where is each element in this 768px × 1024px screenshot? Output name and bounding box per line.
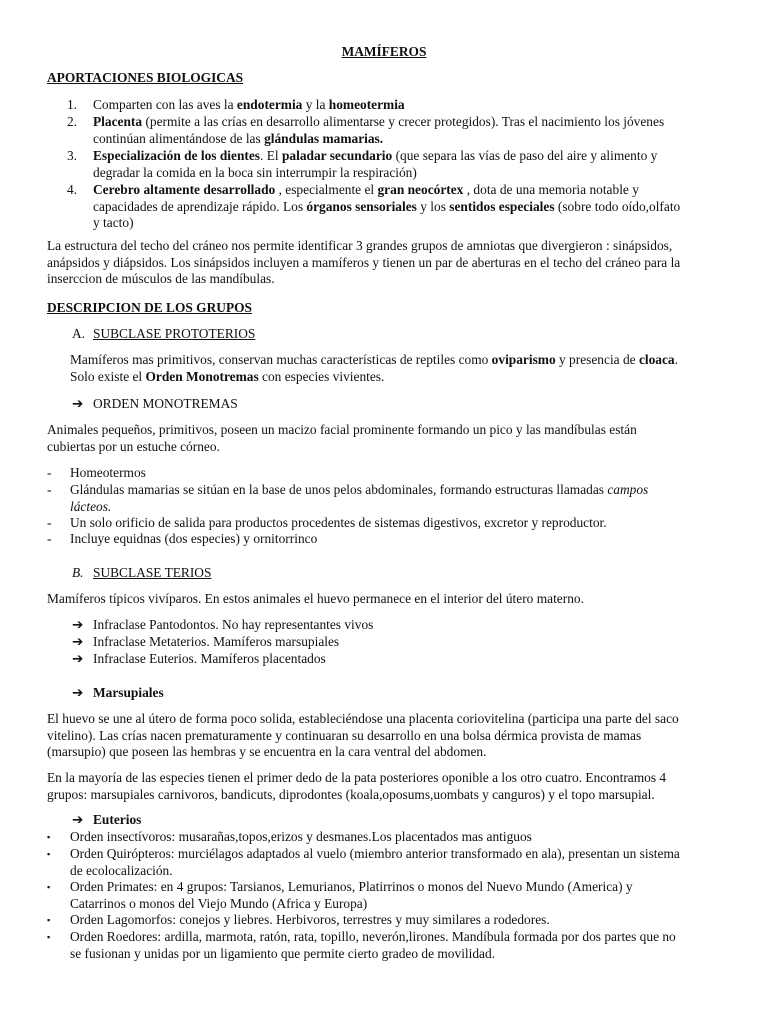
section-heading-aportaciones: APORTACIONES BIOLOGICAS: [47, 70, 244, 85]
text-line: Animales pequeños, primitivos, poseen un macizo facial prominente formando un pico y las mandíbulas están: [47, 422, 637, 437]
item-text: Comparten con las aves la endotermia y la homeotermia: [93, 97, 405, 112]
bullet-icon: ▪: [47, 832, 51, 842]
list-item: Orden Lagomorfos: conejos y liebres. Herbivoros, terrestres y muy similares a rodedores.: [70, 912, 550, 927]
item-text: Placenta (permite a las crías en desarrollo alimentarse y crecer protegidos). Tras el nacimiento los jóvenes continúan alimentándose de las glándulas mamarias.: [93, 114, 665, 146]
monotremas-list: [0, 465, 768, 550]
paragraph-monotremas: [47, 422, 727, 455]
item-number: 1.: [66, 97, 77, 112]
arrow-icon: ➔: [72, 396, 84, 411]
arrow-icon: ➔: [72, 812, 84, 827]
subclase-b-letter: B.: [72, 565, 84, 580]
text-line: grupos: marsupiales carnivoros, bandicuts, diprodontes (koala,oposums,uombats y canguros) y el topo marsupial.: [47, 786, 655, 802]
text-line: vitelino). Las crías nacen prematuramente y continuaran su desarrollo en una bolsa dérmica provista de mamas: [47, 727, 642, 743]
text-line: Mamíferos mas primitivos, conservan muchas características de reptiles como oviparismo y presencia de cloaca.: [70, 352, 678, 367]
ordenes-list: [0, 829, 768, 969]
text-line: cubiertas por un estuche córneo.: [47, 438, 220, 454]
list-item: Incluye equidnas (dos especies) y ornitorrinco: [70, 531, 318, 546]
orden-monotremas-label: ORDEN MONOTREMAS: [93, 396, 238, 411]
bullet-icon: ▪: [47, 932, 51, 942]
list-item: Orden Primates: en 4 grupos: Tarsianos, Lemurianos, Platirrinos o monos del Nuevo Mundo (America) y Catarrinos o monos del Viejo Mundo (Africa y Europa): [70, 879, 633, 911]
bullet-icon: ▪: [47, 915, 51, 925]
paragraph-marsupiales-2: [47, 770, 727, 803]
section-heading-descripcion: DESCRIPCION DE LOS GRUPOS: [47, 300, 252, 315]
arrow-icon: ➔: [72, 617, 84, 632]
list-item: Orden insectívoros: musarañas,topos,erizos y desmanes.Los placentados mas antiguos: [70, 829, 532, 844]
dash-marker: -: [47, 465, 52, 480]
list-item: Glándulas mamarias se sitúan en la base de unos pelos abdominales, formando estructuras llamadas campos lácteos.: [70, 482, 649, 514]
dash-marker: -: [47, 531, 52, 546]
text-line: anápsidos y diápsidos. Los sinápsidos incluyen a mamíferos y tienen un par de aberturas en el techo del cráneo para la: [47, 254, 681, 270]
page-title: MAMÍFEROS: [341, 44, 427, 59]
subclase-a-letter: A.: [72, 326, 86, 341]
subclase-b-title: SUBCLASE TERIOS: [93, 565, 212, 580]
paragraph-marsupiales-1: [47, 711, 727, 761]
subclase-a-title: SUBCLASE PROTOTERIOS: [93, 326, 256, 341]
arrow-icon: ➔: [72, 651, 84, 666]
item-text: Cerebro altamente desarrollado , especialmente el gran neocórtex , dota de una memoria notable y capacidades de aprendizaje rápido. Los órganos sensoriales y los sentidos especiales (sobre todo oído,olfato y tacto): [93, 182, 681, 231]
item-number: 2.: [66, 114, 77, 129]
list-item-2: [47, 114, 727, 148]
numbered-list: [47, 97, 727, 232]
marsupiales-heading: Marsupiales: [93, 685, 164, 700]
text-line: (marsupio) que poseen las hembras y se encuentra en la cara ventral del abdomen.: [47, 744, 487, 760]
list-item: Homeotermos: [70, 465, 146, 480]
bullet-icon: ▪: [47, 882, 51, 892]
text-line: Solo existe el Orden Monotremas con especies vivientes.: [70, 368, 385, 384]
text-line: En la mayoría de las especies tienen el primer dedo de la pata posteriores oponible a los otro cuatro. Encontramos 4: [47, 770, 667, 785]
list-item: Orden Quirópteros: murciélagos adaptados al vuelo (miembro anterior transformado en ala), presentan un sistema de ecolocalización.: [70, 846, 680, 878]
arrow-icon: ➔: [72, 685, 84, 700]
infraclase-item: Infraclase Metaterios. Mamíferos marsupiales: [93, 634, 340, 649]
paragraph-terios: Mamíferos típicos vivíparos. En estos animales el huevo permanece en el interior del útero materno.: [47, 591, 584, 606]
bullet-icon: ▪: [47, 849, 51, 859]
dash-marker: -: [47, 515, 52, 530]
euterios-heading: Euterios: [93, 812, 142, 827]
item-number: 3.: [66, 148, 77, 163]
dash-marker: -: [47, 482, 52, 497]
paragraph-craneo: [47, 238, 727, 288]
list-item-3: [47, 148, 727, 182]
list-item-4: [47, 182, 727, 232]
list-item-1: [47, 97, 727, 114]
arrow-icon: ➔: [72, 634, 84, 649]
text-line: La estructura del techo del cráneo nos permite identificar 3 grandes grupos de amniotas que divergieron : sinápsidos,: [47, 238, 673, 253]
list-item: Un solo orificio de salida para productos procedentes de sistemas digestivos, excretor y reproductor.: [70, 515, 607, 530]
item-text: Especialización de los dientes. El paladar secundario (que separa las vías de paso del aire y alimento y degradar la comida en la boca sin interrumpir la respiración): [93, 148, 658, 180]
list-item: Orden Roedores: ardilla, marmota, ratón, rata, topillo, neverón,lirones. Mandíbula formada por dos partes que no se fusionan y unidas por un ligamiento que permite cierto gradeo de movilidad.: [70, 929, 676, 961]
paragraph-prototerios: [70, 352, 725, 385]
infraclase-item: Infraclase Pantodontos. No hay representantes vivos: [93, 617, 374, 632]
text-line: inserccion de músculos de las mandíbulas.: [47, 271, 275, 287]
infraclase-item: Infraclase Euterios. Mamíferos placentados: [93, 651, 326, 666]
text-line: El huevo se une al útero de forma poco solida, estableciéndose una placenta coriovitelina (participa una parte del saco: [47, 711, 679, 726]
item-number: 4.: [66, 182, 77, 197]
